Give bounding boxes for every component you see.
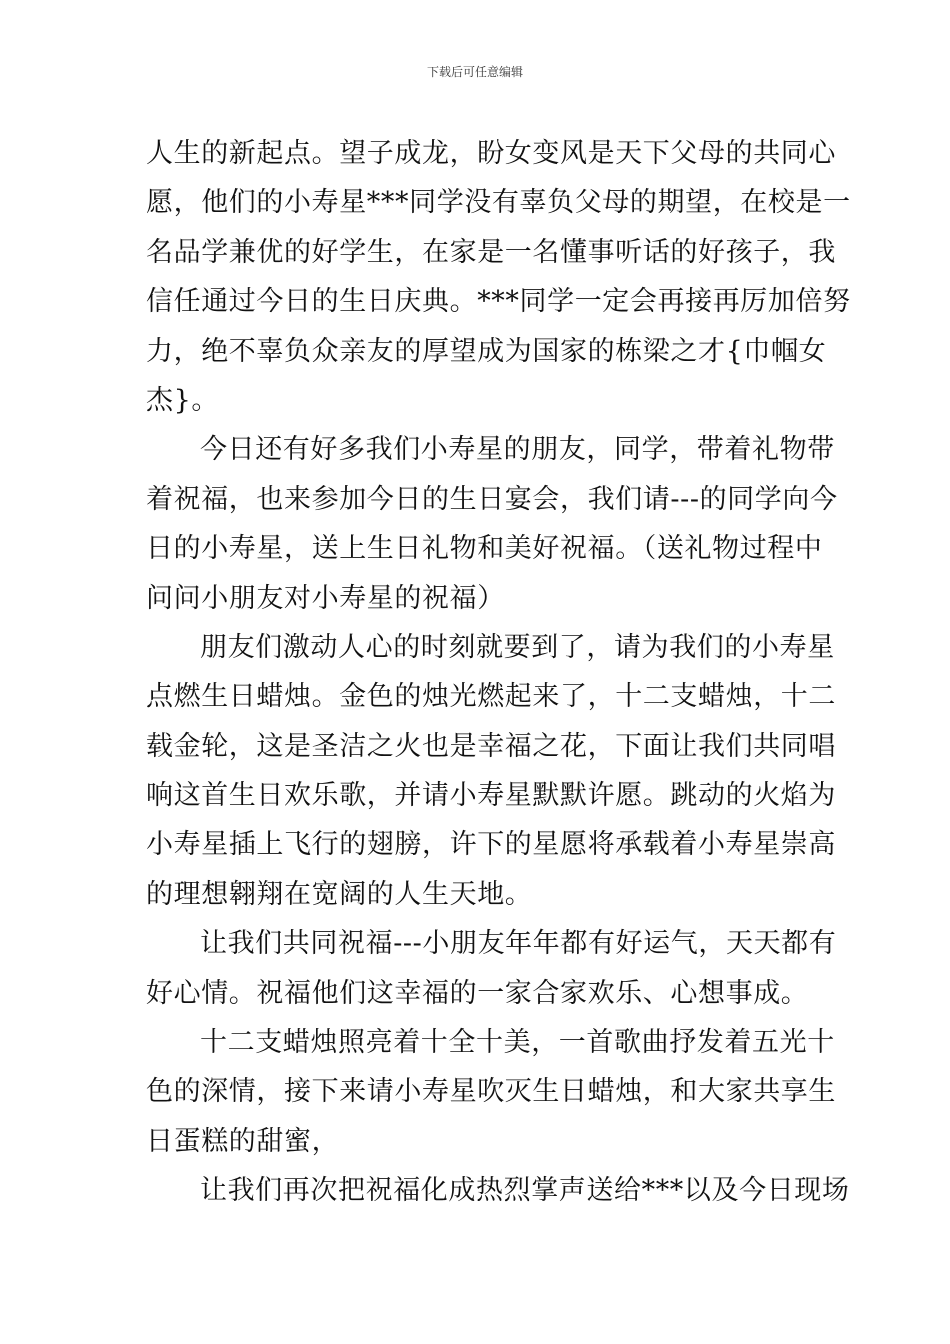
text-line: 让我们共同祝福---小朋友年年都有好运气，天天都有 [200,928,837,960]
text-line: 小寿星插上飞行的翅膀，许下的星愿将承载着小寿星崇高 [146,829,836,861]
text-line: 人生的新起点。望子成龙，盼女变风是天下父母的共同心 [146,138,836,169]
text-line: 让我们再次把祝福化成热烈掌声送给***以及今日现场 [200,1175,850,1207]
text-line: 着祝福，也来参加今日的生日宴会，我们请---的同学向今 [146,483,838,515]
text-line: 信任通过今日的生日庆典。***同学一定会再接再厉加倍努 [146,286,851,318]
paragraph [146,129,851,425]
text-line: 愿，他们的小寿星***同学没有辜负父母的期望，在校是一 [146,187,851,219]
text-line: 好心情。祝福他们这幸福的一家合家欢乐、心想事成。 [146,977,809,1009]
text-line: 载金轮，这是圣洁之火也是幸福之花，下面让我们共同唱 [146,730,836,762]
text-line: 响这首生日欢乐歌，并请小寿星默默许愿。跳动的火焰为 [146,780,836,812]
paragraph [146,1018,836,1166]
text-line: 色的深情，接下来请小寿星吹灭生日蜡烛，和大家共享生 [146,1076,836,1108]
text-line: 十二支蜡烛照亮着十全十美，一首歌曲抒发着五光十 [200,1027,835,1059]
text-line: 力，绝不辜负众亲友的厚望成为国家的栋梁之才{巾帼女 [146,335,827,367]
text-line: 名品学兼优的好学生，在家是一名懂事听话的好孩子，我 [146,236,836,268]
paragraph [146,623,836,919]
text-line: 朋友们激动人心的时刻就要到了，请为我们的小寿星 [200,631,835,663]
text-line: 的理想翱翔在宽阔的人生天地。 [146,878,533,910]
page-header: 下载后可任意编辑 [426,65,523,79]
paragraph [146,425,838,623]
text-line: 今日还有好多我们小寿星的朋友，同学，带着礼物带 [200,434,835,466]
paragraph [146,919,837,1018]
text-line: 杰}。 [146,384,219,416]
text-line: 日蛋糕的甜蜜， [146,1125,340,1157]
document-body [146,129,851,1216]
text-line: 点燃生日蜡烛。金色的烛光燃起来了，十二支蜡烛，十二 [146,681,836,713]
text-line: 问问小朋友对小寿星的祝福） [146,582,505,614]
text-line: 日的小寿星，送上生日礼物和美好祝福。（送礼物过程中 [146,533,823,565]
paragraph [146,1166,850,1215]
